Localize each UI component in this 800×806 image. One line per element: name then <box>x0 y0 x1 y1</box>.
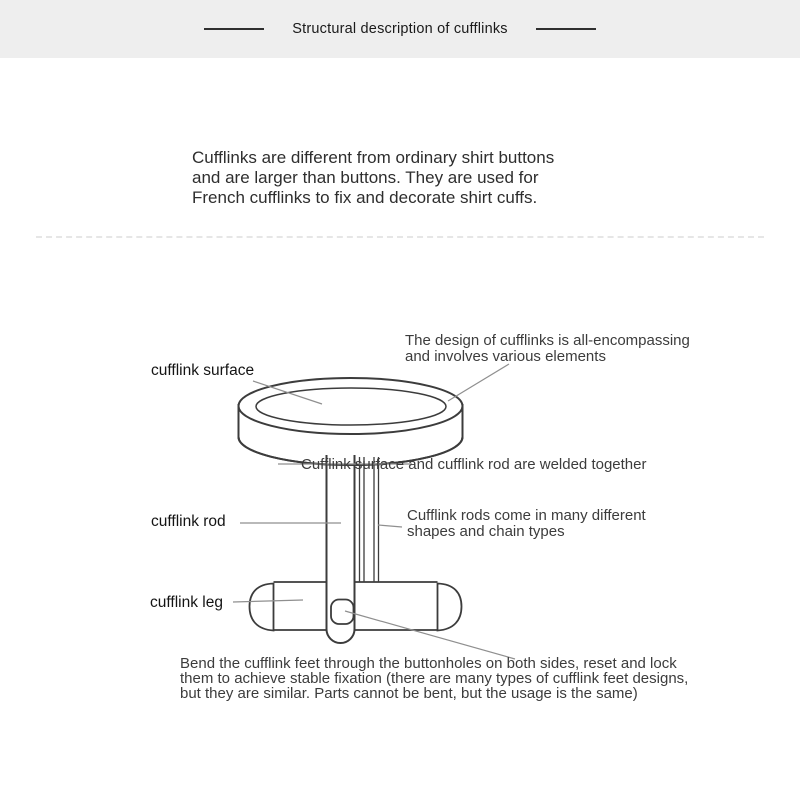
intro-line: Cufflinks are different from ordinary shirt buttons <box>192 148 555 167</box>
annotation-weld: Cufflink surface and cufflink rod are welded together <box>301 456 647 473</box>
page-title: Structural description of cufflinks <box>292 21 508 37</box>
cufflink-surface-drawing <box>239 378 463 465</box>
intro-line: French cufflinks to fix and decorate shirt cuffs. <box>192 188 538 207</box>
label-cufflink-surface: cufflink surface <box>151 362 255 379</box>
intro-line: and are larger than buttons. They are used for <box>192 168 539 187</box>
annotation-design: The design of cufflinks is all-encompassing and involves various elements <box>405 332 690 365</box>
swivel-catch-drawing <box>331 600 354 625</box>
label-cufflink-leg: cufflink leg <box>150 594 223 611</box>
annotation-rod-types: Cufflink rods come in many different shapes and chain types <box>407 507 646 540</box>
label-cufflink-rod: cufflink rod <box>151 513 226 530</box>
leader-line-design <box>448 364 509 401</box>
leader-line-rod-note <box>378 525 402 527</box>
cufflink-chain-lines <box>360 457 379 582</box>
annotation-feet: Bend the cufflink feet through the buttonholes on both sides, reset and lock them to achieve stable fixation (there are many types of cufflink feet designs, but they are similar. Parts cannot be bent, but the usage is the same) <box>180 655 689 703</box>
